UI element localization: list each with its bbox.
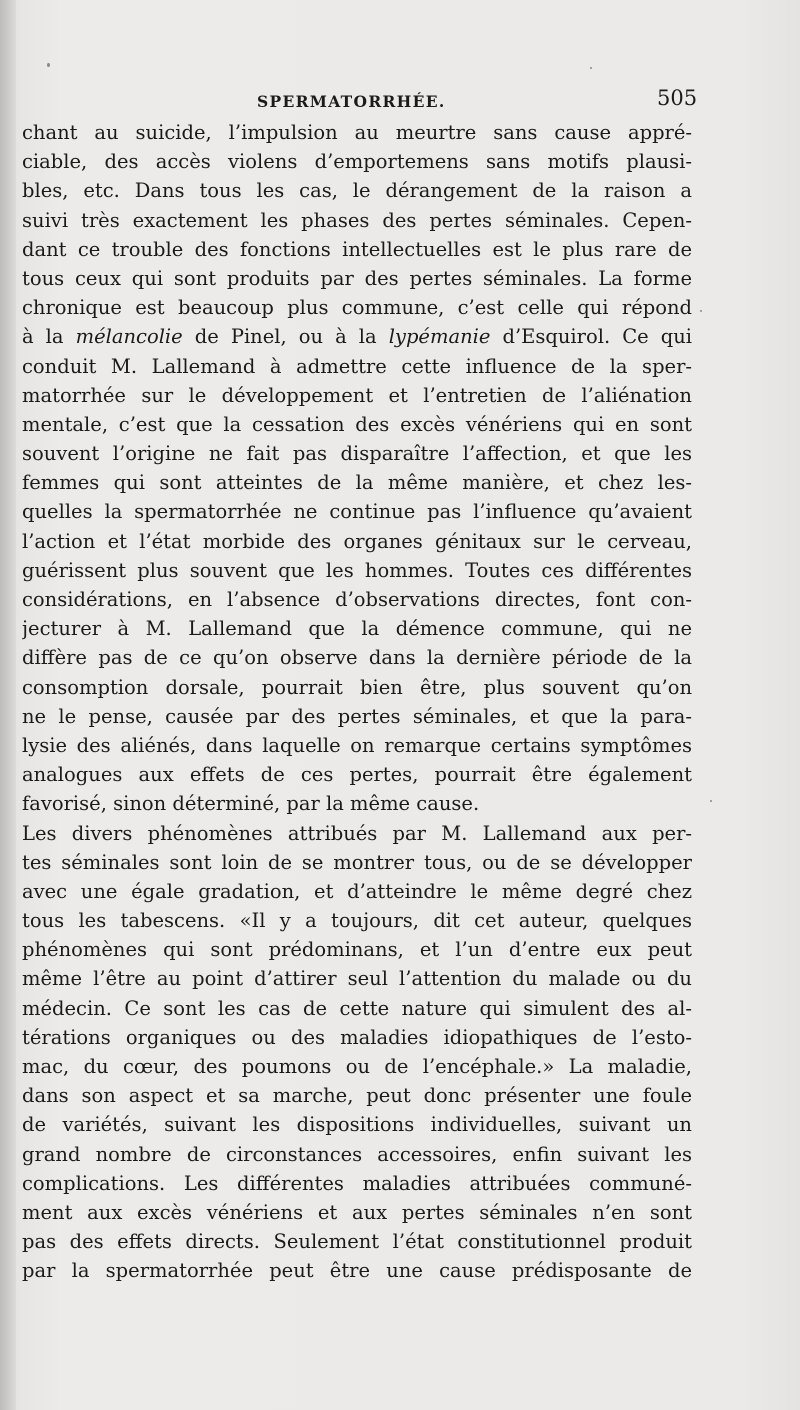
text-line: tes séminales sont loin de se montrer tous, ou de se développer xyxy=(22,850,692,874)
text-line: matorrhée sur le développement et l’entretien de l’aliénation xyxy=(22,383,692,407)
page-header xyxy=(0,86,800,118)
text-line: dans son aspect et sa marche, peut donc présenter une foule xyxy=(22,1084,692,1108)
text-line: tous ceux qui sont produits par des pertes séminales. La forme xyxy=(22,266,692,290)
text-line: phénomènes qui sont prédominans, et l’un d’entre eux peut xyxy=(22,938,692,962)
text-line: complications. Les différentes maladies attribuées communé- xyxy=(22,1171,692,1195)
running-title: SPERMATORRHÉE. xyxy=(257,92,446,111)
text-line: dant ce trouble des fonctions intellectuelles est le plus rare de xyxy=(22,237,692,261)
text-line: par la spermatorrhée peut être une cause prédisposante de xyxy=(22,1259,692,1283)
text-line: guérissent plus souvent que les hommes. Toutes ces différentes xyxy=(22,558,692,582)
text-line: grand nombre de circonstances accessoires, enfin suivant les xyxy=(22,1142,692,1166)
page-gutter-shadow xyxy=(0,0,16,1410)
paper-speck xyxy=(47,63,50,67)
text-line: chronique est beaucoup plus commune, c’est celle qui répond xyxy=(22,296,692,320)
text-run: de Pinel, ou à la xyxy=(182,325,389,349)
text-run: à la xyxy=(22,325,76,349)
page-number: 505 xyxy=(657,86,698,110)
text-line: quelles la spermatorrhée ne continue pas l’influence qu’avaient xyxy=(22,500,692,524)
text-line: de variétés, suivant les dispositions individuelles, suivant un xyxy=(22,1113,692,1137)
text-line: bles, etc. Dans tous les cas, le dérangement de la raison a xyxy=(22,179,692,203)
text-line: ne le pense, causée par des pertes séminales, et que la para- xyxy=(22,704,692,728)
text-line: avec une égale gradation, et d’atteindre le même degré chez xyxy=(22,879,692,903)
text-line: même l’être au point d’attirer seul l’attention du malade ou du xyxy=(22,967,692,991)
text-line: pas des effets directs. Seulement l’état constitutionnel produit xyxy=(22,1230,692,1254)
body-text xyxy=(22,118,692,1286)
text-line: ciable, des accès violens d’emportemens sans motifs plausi- xyxy=(22,150,692,174)
text-line: consomption dorsale, pourrait bien être, plus souvent qu’on xyxy=(22,675,692,699)
paragraph-end-line: favorisé, sinon déterminé, par la même cause. xyxy=(22,792,480,816)
paper-speck xyxy=(700,310,702,312)
text-line: mentale, c’est que la cessation des excès vénériens qui en sont xyxy=(22,412,692,436)
text-line: lysie des aliénés, dans laquelle on remarque certains symptômes xyxy=(22,733,692,757)
italic-term-melancolie: mélancolie xyxy=(75,325,183,349)
text-line: analogues aux effets de ces pertes, pourrait être également xyxy=(22,763,692,787)
text-line-with-italics xyxy=(22,322,692,351)
text-line: considérations, en l’absence d’observations directes, font con- xyxy=(22,588,692,611)
text-line: térations organiques ou des maladies idiopathiques de l’esto- xyxy=(22,1025,692,1049)
paper-speck xyxy=(590,67,592,69)
text-line: chant au suicide, l’impulsion au meurtre sans cause appré- xyxy=(22,121,692,144)
text-line: l’action et l’état morbide des organes génitaux sur le cerveau, xyxy=(22,529,692,553)
italic-term-lypemanie: lypémanie xyxy=(388,325,491,349)
text-line: diffère pas de ce qu’on observe dans la dernière période de la xyxy=(22,646,692,670)
text-line: tous les tabescens. «Il y a toujours, dit cet auteur, quelques xyxy=(22,909,692,933)
text-run: d’Esquirol. Ce qui xyxy=(490,325,692,349)
text-line: médecin. Ce sont les cas de cette nature qui simulent des al- xyxy=(22,996,692,1020)
paper-speck xyxy=(710,800,712,802)
text-line: mac, du cœur, des poumons ou de l’encéphale.» La maladie, xyxy=(22,1055,692,1078)
text-line: jecturer à M. Lallemand que la démence commune, qui ne xyxy=(22,617,692,641)
text-line: souvent l’origine ne fait pas disparaître l’affection, et que les xyxy=(22,442,692,466)
text-line: ment aux excès vénériens et aux pertes séminales n’en sont xyxy=(22,1200,692,1224)
text-line: femmes qui sont atteintes de la même manière, et chez les- xyxy=(22,471,692,495)
paragraph-start-line: Les divers phénomènes attribués par M. Lallemand aux per- xyxy=(22,821,692,845)
text-line: conduit M. Lallemand à admettre cette influence de la sper- xyxy=(22,354,692,378)
text-line: suivi très exactement les phases des pertes séminales. Cepen- xyxy=(22,208,692,232)
